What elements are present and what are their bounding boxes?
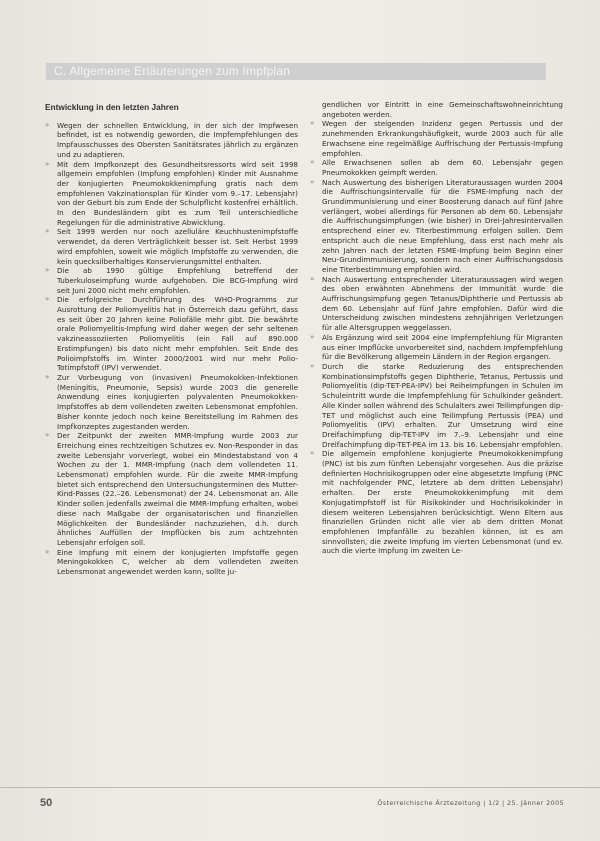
list-item: » Nach Auswertung entsprechender Literaturaussagen wird wegen des oben erwähnten Abnehmens der Immunität wurde die Auffrischungsimpfung gegen Tetanus/Diphtherie und Pertussis ab dem 60. Lebensjahr auf fünf Jahre empfohlen. Dafür wird die Unterscheidung zwischen mindestens zehnjährigen Verletzungen für alle Altersgruppen weggelassen. bbox=[310, 275, 563, 333]
list-item: » Zur Vorbeugung von (invasiven) Pneumokokken-Infektionen (Meningitis, Pneumonie, Sepsis) wurde 2003 die generelle Anwendung eines konjugierten polyvalenten Pneumokokken-Impfstoffes ab dem vollendeten zweiten Lebensmonat empfohlen. Bisher konnte jedoch noch keine Bereitstellung im Rahmen des Impfkonzeptes zugestanden werden. bbox=[45, 373, 298, 431]
left-column bbox=[45, 103, 298, 577]
list-item: » Nach Auswertung des bisherigen Literaturaussagen wurden 2004 die Auffrischungsintervalle für die FSME-Impfung nach der Grundimmunisierung und einer Boosterung danach auf fünf Jahre verlängert, wobei allerdings für Personen ab dem 60. Lebensjahr die Auffrischungsimpfungen (wie bisher) in Drei-Jahresintervallen entsprechend einer ev. Titerbestimmung erfolgen sollen. Dem entspricht auch die neue Empfehlung, dass erst nach mehr als zehn Jahren nach der letzten FSME-Impfung beim Beginn einer Neu-Grundimmunisierung, sondern nach einer Auffrischungsdosis eine Titerbestimmung empfohlen wird. bbox=[310, 178, 563, 275]
list-item: » Wegen der schnellen Entwicklung, in der sich der Impfwesen befindet, ist es notwendig geworden, die Impfempfehlungen des Impfausschusses des Obersten Sanitätsrates jährlich zu ergänzen und zu adaptieren. bbox=[45, 121, 298, 160]
section-title: C. Allgemeine Erläuterungen zum Impfplan bbox=[54, 64, 291, 78]
list-item: » Der Zeitpunkt der zweiten MMR-Impfung wurde 2003 zur Erreichung eines rechtzeitigen Schutzes ev. Non-Responder in das zweite Lebensjahr vorverlegt, wobei ein Mindestabstand von 4 Wochen zu der 1. MMR-Impfung (nach dem vollendeten 11. Lebensmonat) empfohlen wurde. Für die zweite MMR-Impfung bietet sich entsprechend den Untersuchungsterminen des Mutter-Kind-Passes (22.–26. Lebensmonat) der 24. Lebensmonat an. Alle Kinder sollen jedenfalls zweimal die MMR-Impfung erhalten, wobei diese nach Maßgabe der organisatorischen und finanziellen Möglichkeiten der Bundesländer nachzuziehen, d.h. durch ähnliches Auffüllen der Impflücken bis zum achtzehnten Lebensjahr erfolgen soll. bbox=[45, 431, 298, 547]
list-item: » Die ab 1990 gültige Empfehlung betreffend der Tuberkuloseimpfung wurde aufgehoben. Die BCG-Impfung wird seit Juni 2000 nicht mehr empfohlen. bbox=[45, 266, 298, 295]
left-bullet-list bbox=[45, 121, 298, 577]
list-item: » Eine Impfung mit einem der konjugierten Impfstoffe gegen Meningokokken C, welcher ab dem vollendeten zweiten Lebensmonat angewendet werden kann, sollte ju- bbox=[45, 548, 298, 577]
list-item: » Seit 1999 werden nur noch azelluläre Keuchhustenimpfstoffe verwendet, da deren Verträglichkeit besser ist. Seit Herbst 1999 wird empfohlen, soweit wie möglich Impfstoffe zu verwenden, die kein quecksilberhaltiges Konservierungsmittel enthalten. bbox=[45, 227, 298, 266]
list-item: » Mit dem Impfkonzept des Gesundheitsressorts wird seit 1998 allgemein empfohlen (Impfung empfohlen) Kinder mit Ausnahme der konjugierten Pneumokokkenimpfung gratis nach dem empfohlenen Vakzinationsplan für Kinder vom 9.–17. Lebensjahr) von der Geburt bis zum Ende der Schulpflicht kostenfrei erhältlich. In den Bundesländern gibt es zum Teil unterschiedliche Regelungen für die administrative Abwicklung. bbox=[45, 160, 298, 228]
list-item: » Die erfolgreiche Durchführung des WHO-Programms zur Ausrottung der Poliomyelitis hat in Österreich dazu geführt, dass es seit über 20 Jahren keine Poliofälle mehr gibt. Die bewährte orale Poliomyelitis-Impfung wird daher wegen der sehr seltenen vakzineassoziierten Poliomyelitis (ein Fall auf 890.000 Erstimpfungen) bis dato nicht mehr empfohlen. Seit Ende des Polioimpfstoffs im Winter 2000/2001 wird nur mehr Polio-Totimpfstoff (IPV) verwendet. bbox=[45, 295, 298, 373]
page-number: 50 bbox=[40, 797, 53, 809]
list-item: » Als Ergänzung wird seit 2004 eine Impfempfehlung für Migranten aus einer Impflücke unvorbereitet sind, nachdem Impfempfehlung für die Bevölkerung allgemein Ländern in der Region ergangen. bbox=[310, 333, 563, 362]
list-item: » Die allgemein empfohlene konjugierte Pneumokokkenimpfung (PNC) ist bis zum fünften Lebensjahr vorgesehen. Aus die präzise definierten Hochrisikogruppen oder eine abgesetzte Impfung (PNC mit nachfolgender PNC, letztere ab dem dritten Lebensjahr) erhalten. Der erste Pneumokokkenimpfung mit dem Konjugatimpfstoff ist für Risikokinder und Hochrisikokinder in diesem weiteren Lebensjahren berücksichtigt. Wenn Eltern aus finanziellen Gründen nicht alle vier ab dem dritten Monat empfohlenen Impfanfälle zu bezahlen können, ist es am sinnvollsten, die zweite Impfung im vierten Lebensmonat (und ev. auch die vierte Impfung im zweiten Le- bbox=[310, 449, 563, 556]
list-item: » Durch die starke Reduzierung des entsprechenden Kombinationsimpfstoffs gegen Diphtherie, Tetanus, Pertussis und Poliomyelitis (dip-TET-PEA-IPV) bei Reiheimpfungen in Schulen im Schuleintritt wurde die Impfempfehlung für Schulkinder geändert. Alle Kinder sollen während des Schulalters zwei Teilimpfungen dip-TET und möglichst auch eine Teilimpfung Pertussis (PEA) und Poliomyelitis (IPV) erhalten. Zur Umsetzung wird eine Dreifachimpfung dip-TET-IPV im 7.–9. Lebensjahr und eine Dreifachimpfung dip-TET-PEA im 13. bis 16. Lebensjahr empfohlen. bbox=[310, 362, 563, 449]
section-header-band bbox=[46, 63, 546, 80]
right-bullet-list bbox=[310, 119, 563, 556]
right-column bbox=[310, 100, 563, 556]
subsection-heading: Entwicklung in den letzten Jahren bbox=[45, 102, 179, 112]
journal-citation: Österreichische Ärztezeitung | 1/2 | 25. Jänner 2005 bbox=[377, 799, 564, 807]
list-item: » Alle Erwachsenen sollen ab dem 60. Lebensjahr gegen Pneumokokken geimpft werden. bbox=[310, 158, 563, 177]
continued-paragraph: gendlichen vor Eintritt in eine Gemeinschaftswohneinrichtung angeboten werden. bbox=[322, 100, 563, 119]
list-item: » Wegen der steigenden Inzidenz gegen Pertussis und der zunehmenden Erkrankungshäufigkeit, wurde 2003 auch für alle Erwachsene eine regelmäßige Auffrischung der Pertussis-Impfung empfohlen. bbox=[310, 119, 563, 158]
